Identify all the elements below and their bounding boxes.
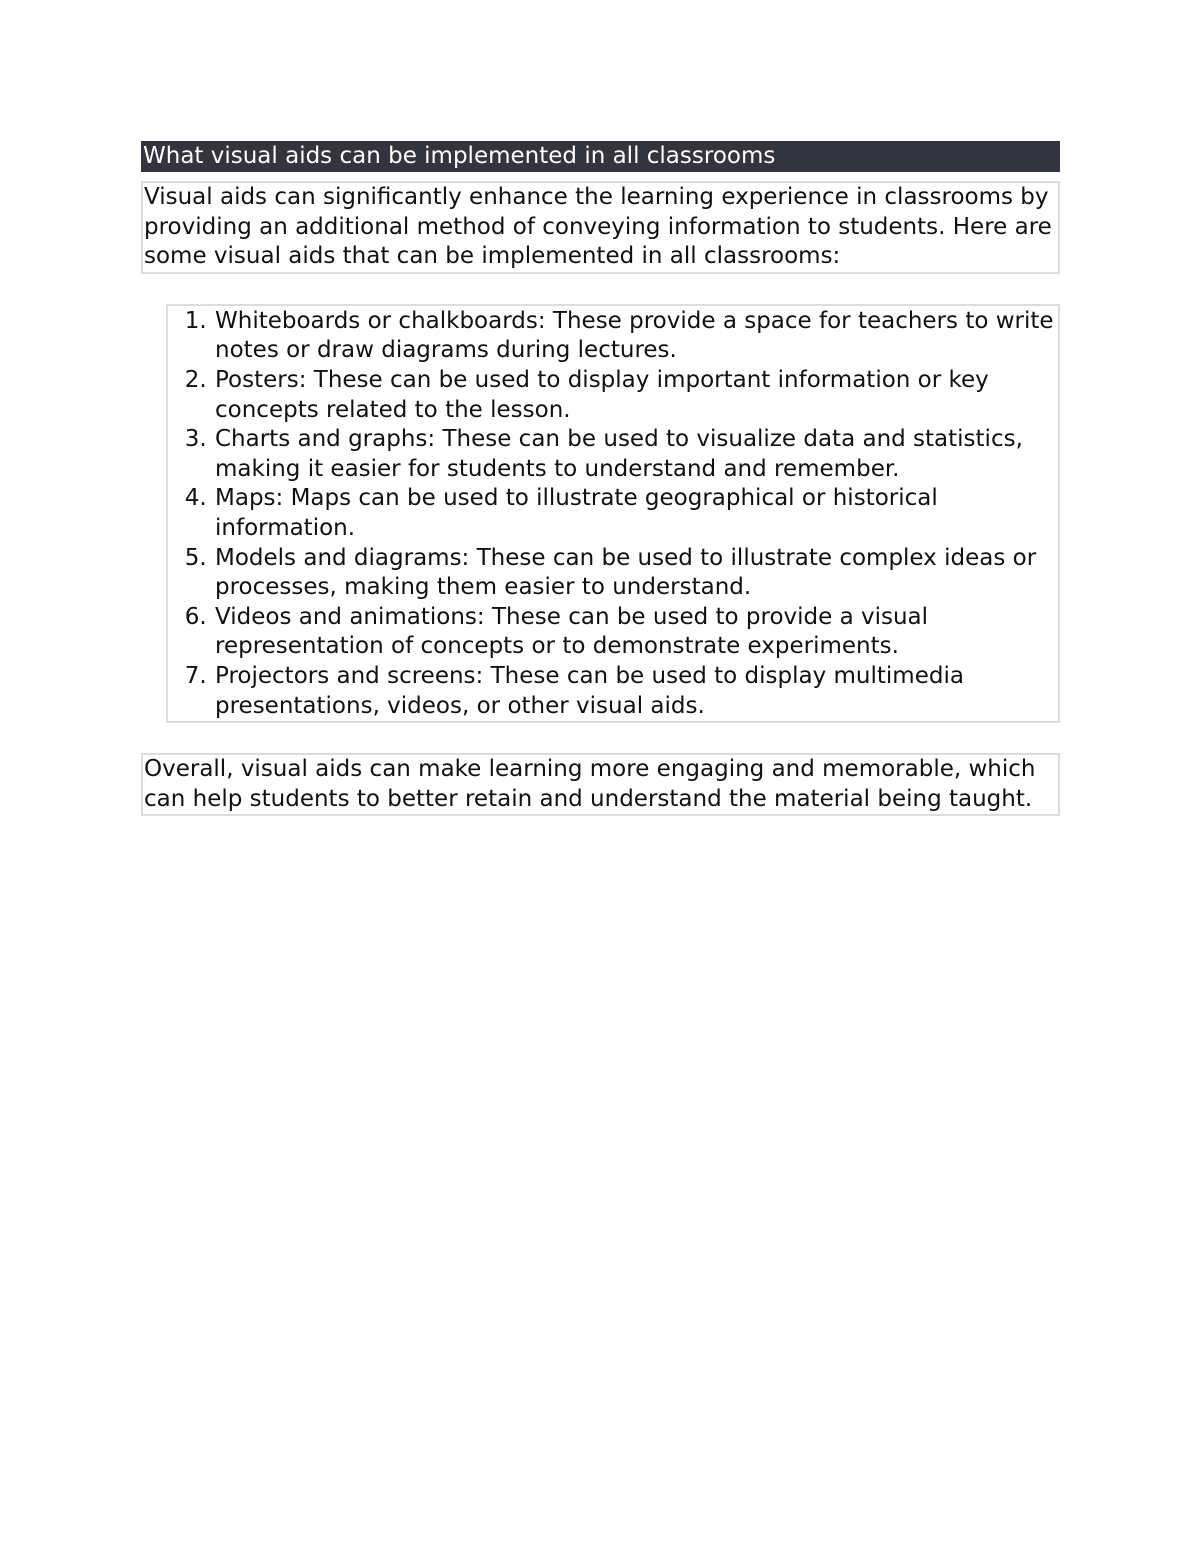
document-page xyxy=(141,141,1060,816)
list-item: 1. Whiteboards or chalkboards: These provide a space for teachers to write notes or draw diagrams during lectures. xyxy=(214,307,1058,366)
intro-paragraph: Visual aids can significantly enhance the learning experience in classrooms by providing an additional method of conveying information to students. Here are some visual aids that can be implemented in all classrooms: xyxy=(141,181,1060,274)
list-item: 3. Charts and graphs: These can be used to visualize data and statistics, making it easier for students to understand and remember. xyxy=(214,425,1058,484)
conclusion-paragraph: Overall, visual aids can make learning more engaging and memorable, which can help students to better retain and understand the material being taught. xyxy=(141,753,1060,816)
list-item: 5. Models and diagrams: These can be used to illustrate complex ideas or processes, making them easier to understand. xyxy=(214,544,1058,603)
list-item: 7. Projectors and screens: These can be used to display multimedia presentations, videos, or other visual aids. xyxy=(214,662,1058,721)
document-title: What visual aids can be implemented in all classrooms xyxy=(141,141,1060,172)
visual-aids-list xyxy=(168,307,1058,721)
list-item: 6. Videos and animations: These can be used to provide a visual representation of concepts or to demonstrate experiments. xyxy=(214,603,1058,662)
list-item: 4. Maps: Maps can be used to illustrate geographical or historical information. xyxy=(214,484,1058,543)
list-item: 2. Posters: These can be used to display important information or key concepts related to the lesson. xyxy=(214,366,1058,425)
visual-aids-list-box xyxy=(166,304,1060,723)
